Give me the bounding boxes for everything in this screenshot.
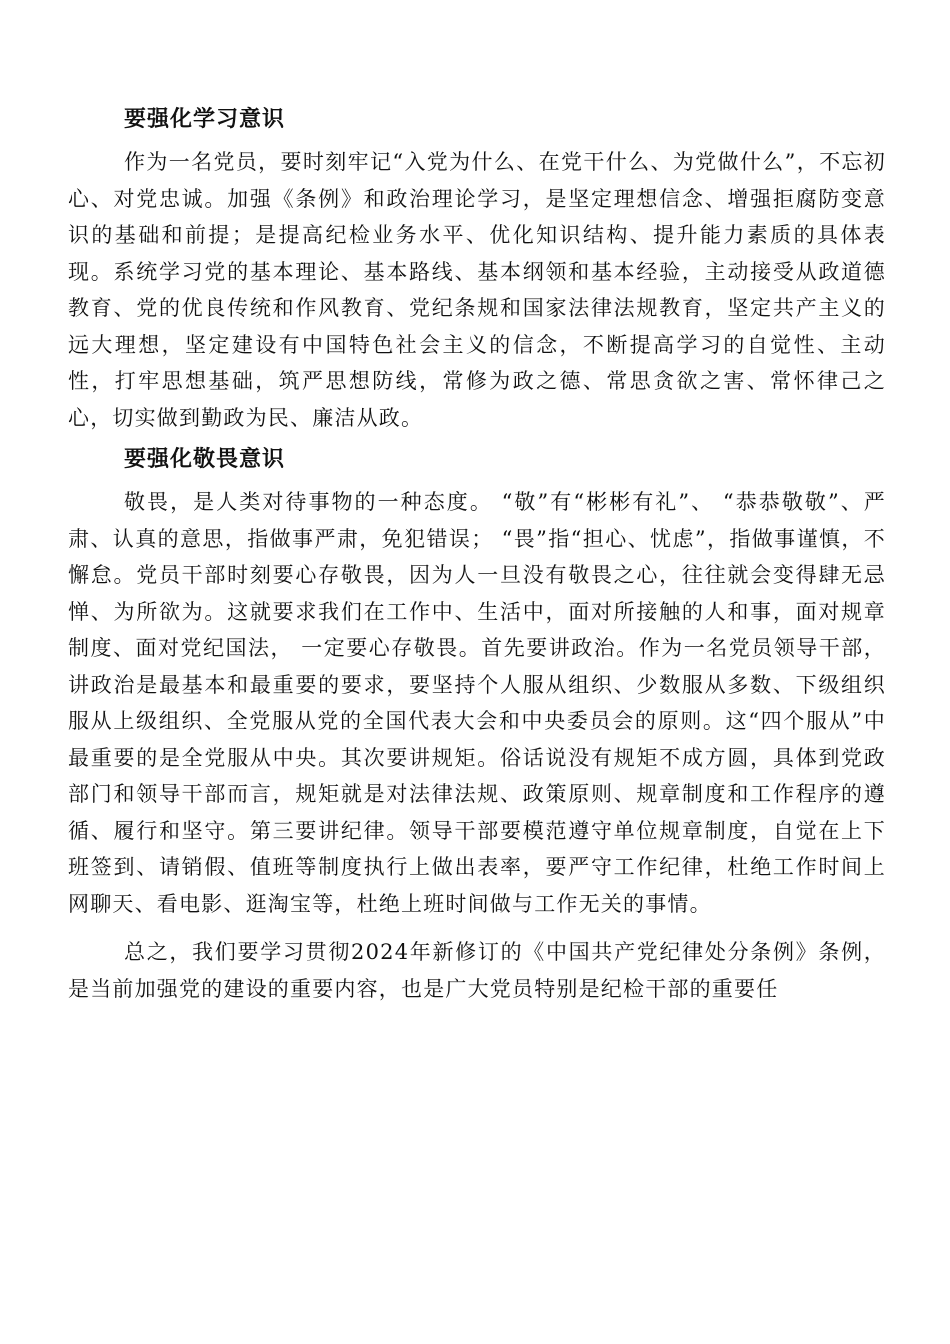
section-paragraph-study: 作为一名党员，要时刻牢记“入党为什么、在党干什么、为党做什么”，不忘初心、对党忠诚。加强《条例》和政治理论学习，是坚定理想信念、增强拒腐防变意识的基础和前提；是提高纪检业务水平、优化知识结构、提升能力素质的具体表现。系统学习党的基本理论、基本路线、基本纲领和基本经验，主动接受从政道德教育、党的优良传统和作风教育、党纪条规和国家法律法规教育，坚定共产主义的远大理想，坚定建设有中国特色社会主义的信念，不断提高学习的自觉性、主动性，打牢思想基础，筑严思想防线，常修为政之德、常思贪欲之害、常怀律己之心，切实做到勤政为民、廉洁从政。	[68, 150, 886, 430]
section-paragraph-reverence: 敬畏，是人类对待事物的一种态度。 “敬”有“彬彬有礼”、 “恭恭敬敬”、严肃、认真的意思，指做事严肃，免犯错误； “畏”指“担心、忧虑”，指做事谨慎，不懈怠。党员干部时刻要心存敬畏，因为人一旦没有敬畏之心，往往就会变得肆无忌惮、为所欲为。这就要求我们在工作中、生活中，面对所接触的人和事，面对规章制度、面对党纪国法， 一定要心存敬畏。首先要讲政治。作为一名党员领导干部，讲政治是最基本和最重要的要求，要坚持个人服从组织、少数服从多数、下级组织服从上级组织、全党服从党的全国代表大会和中央委员会的原则。这“四个服从”中最重要的是全党服从中央。其次要讲规矩。俗话说没有规矩不成方圆，具体到党政部门和领导干部而言，规矩就是对法律法规、政策原则、规章制度和工作程序的遵循、履行和坚守。第三要讲纪律。领导干部要模范遵守单位规章制度，自觉在上下班签到、请销假、值班等制度执行上做出表率，要严守工作纪律，杜绝工作时间上网聊天、看电影、逛淘宝等，杜绝上班时间做与工作无关的事情。	[68, 490, 886, 916]
section-heading-study: 要强化学习意识	[124, 107, 286, 132]
section-heading-reverence: 要强化敬畏意识	[124, 447, 286, 472]
conclusion-paragraph: 总之，我们要学习贯彻2024年新修订的《中国共产党纪律处分条例》条例，是当前加强党的建设的重要内容，也是广大党员特别是纪检干部的重要任	[68, 940, 886, 1001]
document-body	[68, 96, 886, 1007]
